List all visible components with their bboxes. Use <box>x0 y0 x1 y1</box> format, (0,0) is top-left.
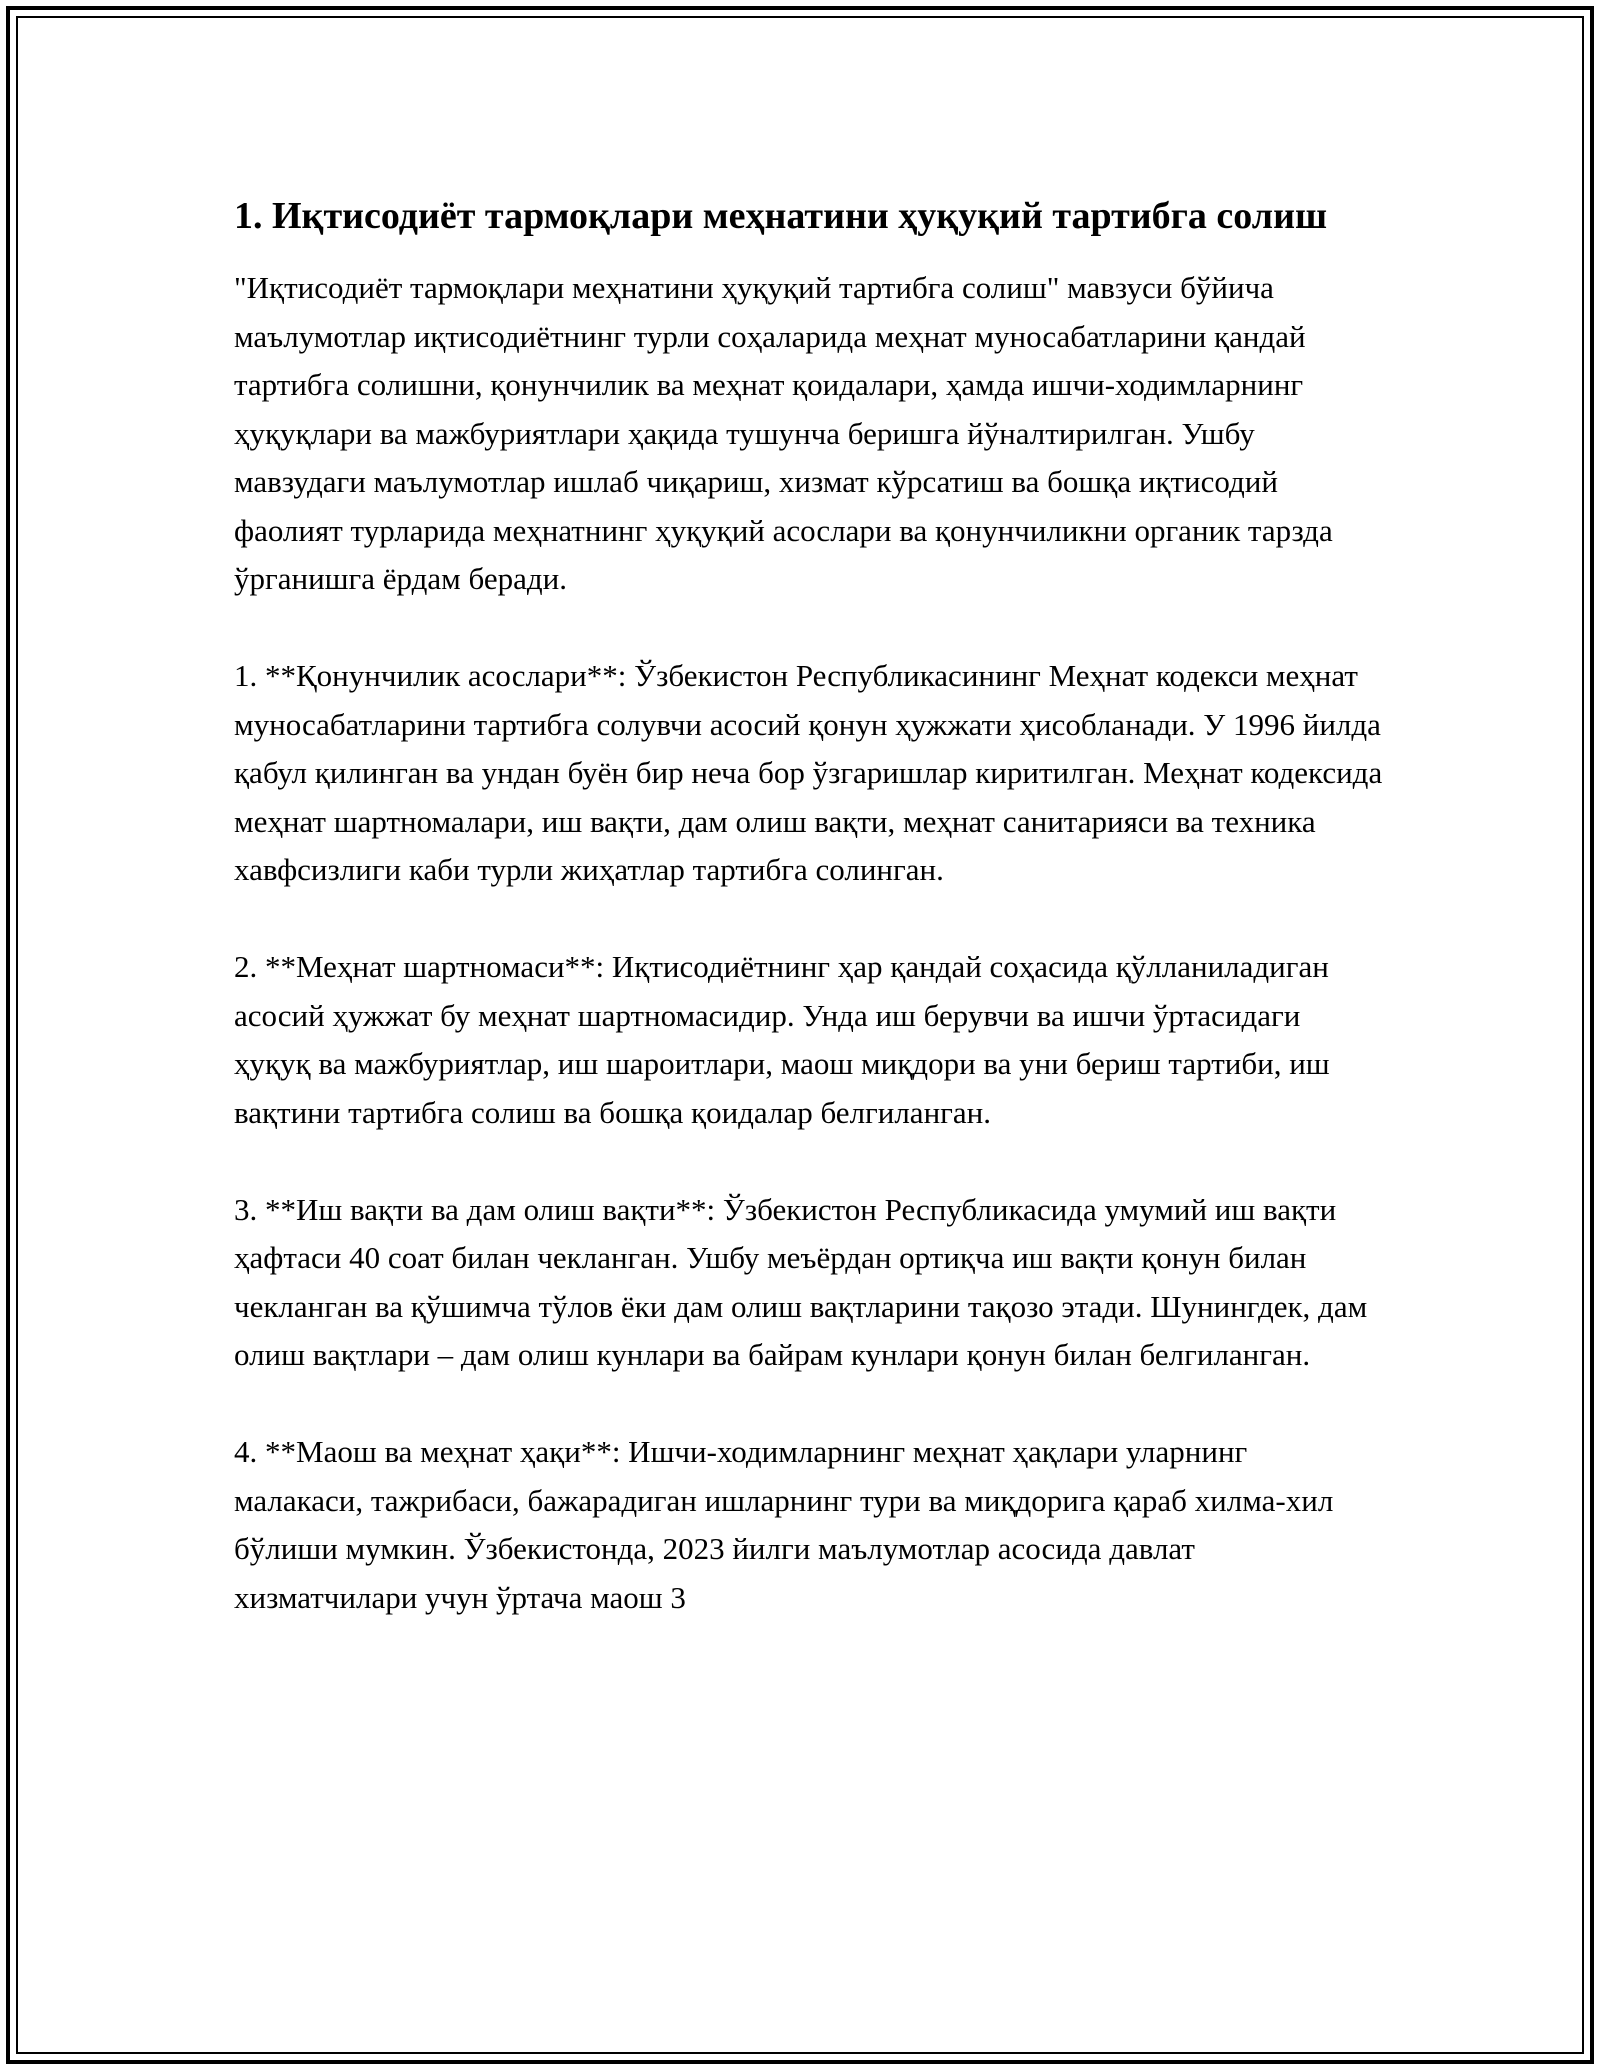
document-body <box>234 188 1384 1671</box>
paragraph-legislation: 1. **Қонунчилик асослари**: Ўзбекистон Республикасининг Меҳнат кодекси меҳнат муносабатларини тартибга солувчи асосий қонун ҳужжати ҳисобланади. У 1996 йилда қабул қилинган ва ундан буён бир неча бор ўзгаришлар киритилган. Меҳнат кодексида меҳнат шартномалари, иш вақти, дам олиш вақти, меҳнат санитарияси ва техника хавфсизлиги каби турли жиҳатлар тартибга солинган. <box>234 658 1383 887</box>
paragraph-contract: 2. **Меҳнат шартномаси**: Иқтисодиётнинг ҳар қандай соҳасида қўлланиладиган асосий ҳужжат бу меҳнат шартномасидир. Унда иш берувчи ва ишчи ўртасидаги ҳуқуқ ва мажбуриятлар, иш шароитлари, маош миқдори ва уни бериш тартиби, иш вақтини тартибга солиш ва бошқа қоидалар белгиланган. <box>234 949 1330 1130</box>
document-title: 1. Иқтисодиёт тармоқлари меҳнатини ҳуқуқий тартибга солиш <box>234 195 1328 237</box>
paragraph-salary: 4. **Маош ва меҳнат ҳақи**: Ишчи-ходимларнинг меҳнат ҳақлари уларнинг малакаси, тажрибаси, бажарадиган ишларнинг тури ва миқдорига қараб хилма-хил бўлиши мумкин. Ўзбекистонда, 2023 йилги маълумотлар асосида давлат хизматчилари учун ўртача маош 3 <box>234 1434 1334 1615</box>
paragraph-working-time: 3. **Иш вақти ва дам олиш вақти**: Ўзбекистон Республикасида умумий иш вақти ҳафтаси 40 соат билан чекланган. Ушбу меъёрдан ортиқча иш вақти қонун билан чекланган ва қўшимча тўлов ёки дам олиш вақтларини тақозо этади. Шунингдек, дам олиш вақтлари – дам олиш кунлари ва байрам кунлари қонун билан белгиланган. <box>234 1191 1368 1372</box>
paragraph-intro: "Иқтисодиёт тармоқлари меҳнатини ҳуқуқий тартибга солиш" мавзуси бўйича маълумотлар иқтисодиётнинг турли соҳаларида меҳнат муносабатларини қандай тартибга солишни, қонунчилик ва меҳнат қоидалари, ҳамда ишчи-ходимларнинг ҳуқуқлари ва мажбуриятлари ҳақида тушунча беришга йўналтирилган. Ушбу мавзудаги маълумотлар ишлаб чиқариш, хизмат кўрсатиш ва бошқа иқтисодий фаолият турларида меҳнатнинг ҳуқуқий асослари ва қонунчиликни органик тарзда ўрганишга ёрдам беради. <box>234 270 1333 596</box>
